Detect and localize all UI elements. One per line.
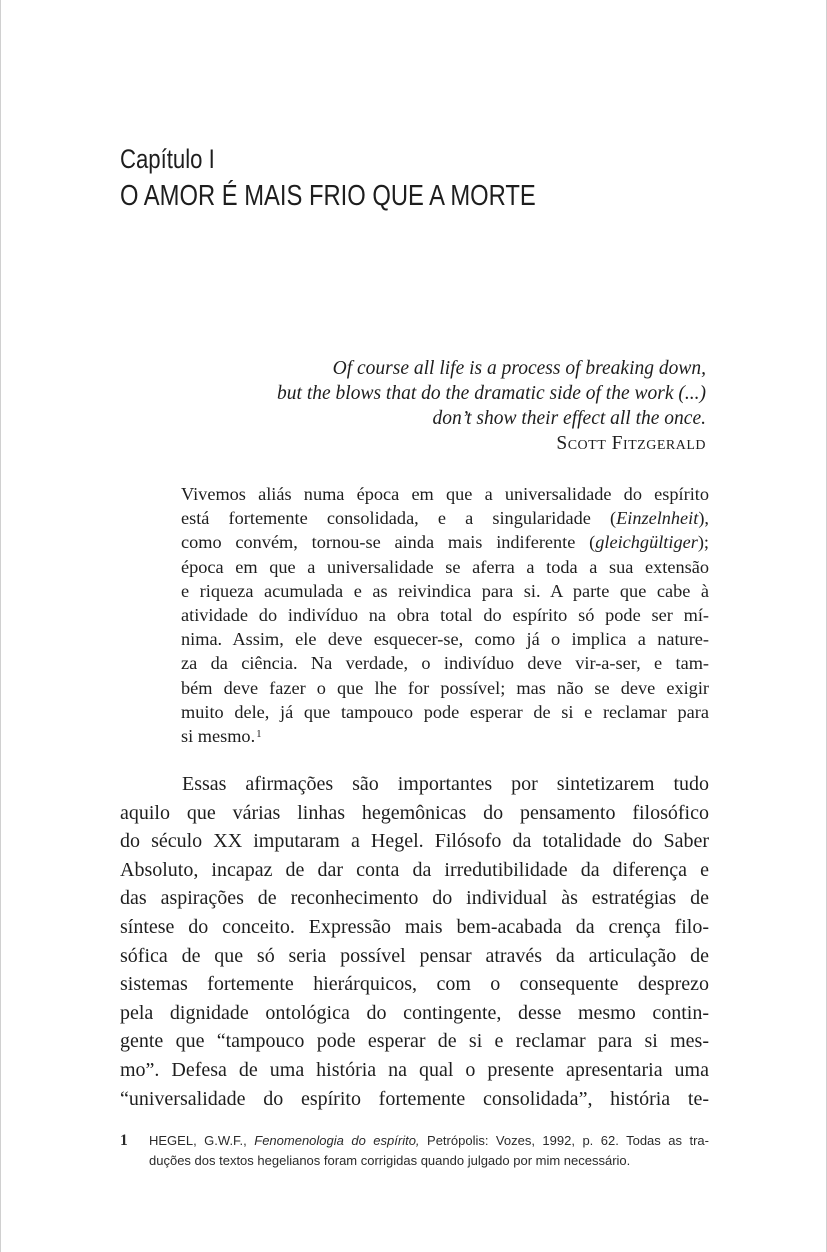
body-line: Absoluto, incapaz de dar conta da irredutibilidade da diferença e	[120, 858, 709, 881]
chapter-label: Capítulo I	[120, 144, 215, 174]
body-line: Essas afirmações são importantes por sintetizarem tudo	[182, 773, 709, 795]
quote-line: e riqueza acumulada e as reivindica para si. A parte que cabe à	[181, 580, 709, 601]
body-line: do século XX imputaram a Hegel. Filósofo da totalidade do Saber	[120, 830, 709, 853]
body-line: aquilo que várias linhas hegemônicas do pensamento filosófico	[120, 801, 709, 824]
quote-line: muito dele, já que tampouco pode esperar de si e reclamar para	[181, 701, 709, 722]
epigraph-author: Scott Fitzgerald	[556, 433, 706, 454]
footnote-number: 1	[120, 1132, 128, 1149]
footnote-text	[149, 1131, 709, 1170]
footnote	[120, 1131, 709, 1170]
body-paragraph	[120, 770, 709, 1113]
epigraph-line: Of course all life is a process of breaking down,	[332, 358, 706, 379]
body-line: “universalidade do espírito fortemente consolidada”, história te-	[120, 1087, 709, 1110]
footnote-reference[interactable]: 1	[256, 728, 262, 741]
footnote-line: duções dos textos hegelianos foram corrigidas quando julgado por mim necessário.	[149, 1152, 631, 1168]
quote-line: época em que a universalidade se aferra a toda a sua extensão	[181, 556, 709, 577]
block-quotation	[181, 482, 709, 748]
footnote-work-title: Fenomenologia do espírito,	[254, 1133, 420, 1148]
quote-line: como convém, tornou-se ainda mais indiferente (gleichgültiger);	[181, 532, 709, 553]
quote-line: atividade do indivíduo na obra total do espírito só pode ser mí-	[181, 605, 709, 626]
quote-term-gleichgultiger: gleichgültiger	[595, 532, 698, 553]
quote-line: Vivemos aliás numa época em que a universalidade do espírito	[181, 484, 709, 504]
body-line: sófica de que só seria possível pensar através da articulação de	[120, 944, 709, 967]
chapter-title: O AMOR É MAIS FRIO QUE A MORTE	[120, 180, 536, 212]
quote-line: está fortemente consolidada, e a singularidade (Einzelnheit),	[181, 508, 709, 529]
body-line: gente que “tampouco pode esperar de si e reclamar para si mes-	[120, 1030, 709, 1053]
body-line: pela dignidade ontológica do contingente, desse mesmo contin-	[120, 1001, 709, 1024]
epigraph-line: but the blows that do the dramatic side of the work (...)	[277, 383, 706, 404]
body-line: síntese do conceito. Expressão mais bem-acabada da crença filo-	[120, 915, 709, 938]
quote-line: bém deve fazer o que lhe for possível; mas não se deve exigir	[181, 677, 709, 698]
chapter-heading	[120, 142, 627, 214]
epigraph	[186, 356, 706, 456]
body-line: mo”. Defesa de uma história na qual o presente apresentaria uma	[120, 1058, 709, 1081]
body-line: sistemas fortemente hierárquicos, com o consequente desprezo	[120, 973, 709, 996]
quote-term-einzelnheit: Einzelnheit	[616, 508, 699, 529]
body-line: das aspirações de reconhecimento do individual às estratégias de	[120, 887, 709, 910]
footnote-line: HEGEL, G.W.F., Fenomenologia do espírito, Petrópolis: Vozes, 1992, p. 62. Todas as tra-	[149, 1133, 709, 1148]
quote-line: si mesmo.$^1$	[181, 726, 262, 747]
quote-line: za da ciência. Na verdade, o indivíduo deve vir-a-ser, e tam-	[181, 653, 709, 674]
quote-line: nima. Assim, ele deve esquecer-se, como já o implica a nature-	[181, 629, 709, 650]
epigraph-line: don’t show their effect all the once.	[432, 408, 706, 429]
